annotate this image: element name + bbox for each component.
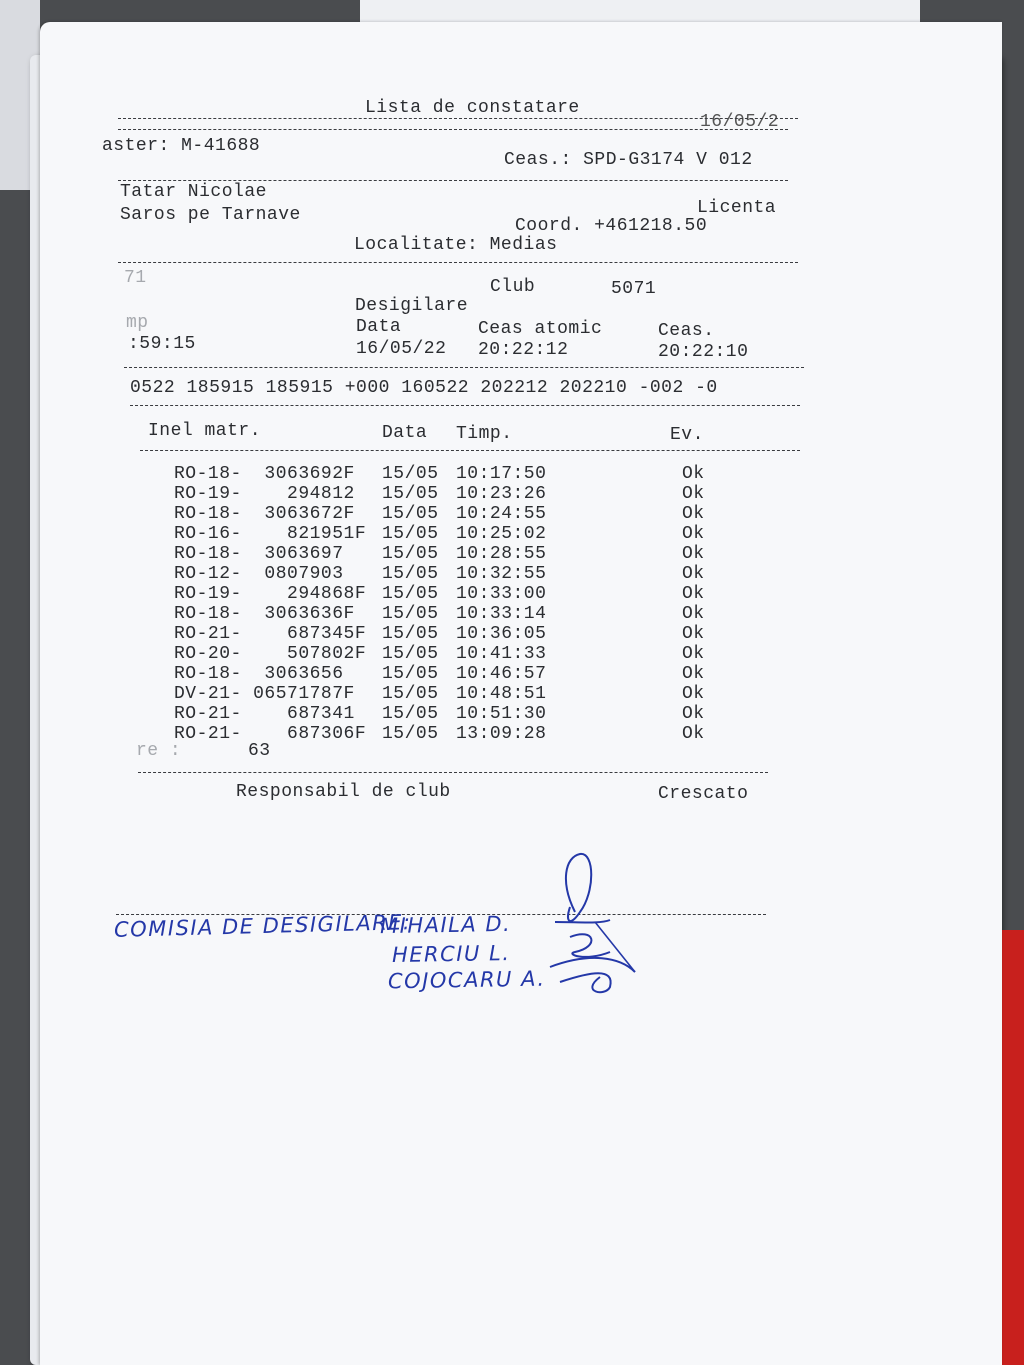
row-time: 10:51:30	[456, 704, 547, 724]
row-time: 10:24:55	[456, 504, 547, 524]
handwritten-member-1: MIHAILA D.	[379, 911, 512, 939]
handwritten-member-3: COJOCARU A.	[387, 966, 546, 994]
row-date: 15/05	[382, 524, 439, 544]
owner-name: Tatar Nicolae	[120, 182, 267, 202]
row-event: Ok	[682, 664, 705, 684]
row-event: Ok	[682, 484, 705, 504]
breeder-label: Crescato	[658, 784, 749, 804]
row-date: 15/05	[382, 684, 439, 704]
ring-number: RO-21- 687341	[174, 704, 355, 724]
row-event: Ok	[682, 624, 705, 644]
club-label: Club	[490, 277, 536, 297]
master-line: aster: M-41688	[102, 136, 261, 156]
row-date: 15/05	[382, 564, 439, 584]
left-time: :59:15	[128, 334, 196, 354]
report-date: 16/05/2	[700, 112, 780, 132]
row-time: 10:33:00	[456, 584, 547, 604]
row-event: Ok	[682, 524, 705, 544]
row-date: 15/05	[382, 464, 439, 484]
row-date: 15/05	[382, 504, 439, 524]
row-event: Ok	[682, 564, 705, 584]
divider	[130, 405, 800, 406]
atomic-time: 20:22:12	[478, 340, 569, 360]
row-event: Ok	[682, 644, 705, 664]
row-date: 15/05	[382, 544, 439, 564]
ring-number: RO-18- 3063672F	[174, 504, 355, 524]
clock-time: 20:22:10	[658, 342, 749, 362]
divider	[124, 367, 804, 368]
row-time: 10:46:57	[456, 664, 547, 684]
row-time: 10:23:26	[456, 484, 547, 504]
row-date: 15/05	[382, 604, 439, 624]
divider	[118, 129, 788, 130]
divider	[118, 180, 788, 181]
row-date: 15/05	[382, 644, 439, 664]
desigilare-date: 16/05/22	[356, 339, 447, 359]
ring-number: RO-18- 3063697	[174, 544, 344, 564]
divider	[118, 118, 798, 119]
row-time: 10:33:14	[456, 604, 547, 624]
ceas-atomic-label: Ceas atomic	[478, 319, 603, 339]
locality: Localitate: Medias	[354, 235, 558, 255]
row-date: 15/05	[382, 704, 439, 724]
ceas-label: Ceas.	[658, 321, 715, 341]
row-date: 15/05	[382, 584, 439, 604]
license-label: Licenta	[697, 198, 777, 218]
row-time: 10:17:50	[456, 464, 547, 484]
printed-report-page	[40, 22, 1002, 1365]
row-date: 15/05	[382, 724, 439, 744]
clock-line: Ceas.: SPD-G3174 V 012	[504, 150, 753, 170]
ink-signature	[540, 852, 690, 1032]
column-time: Timp.	[456, 424, 513, 444]
column-date: Data	[382, 423, 428, 443]
club-responsible-label: Responsabil de club	[236, 782, 451, 802]
ring-number: RO-19- 294812	[174, 484, 355, 504]
row-time: 13:09:28	[456, 724, 547, 744]
data-label: Data	[356, 317, 402, 337]
total-label: re :	[136, 741, 182, 761]
divider	[118, 262, 798, 263]
coordinates: Coord. +461218.50	[515, 216, 708, 236]
ring-number: RO-19- 294868F	[174, 584, 367, 604]
ring-number: RO-12- 0807903	[174, 564, 344, 584]
row-time: 10:32:55	[456, 564, 547, 584]
ring-number: RO-18- 3063656	[174, 664, 344, 684]
row-date: 15/05	[382, 624, 439, 644]
tmp-label: mp	[126, 313, 149, 333]
code-line: 0522 185915 185915 +000 160522 202212 202210 -002 -0	[130, 378, 718, 398]
ring-number: DV-21- 06571787F	[174, 684, 355, 704]
ring-number: RO-18- 3063692F	[174, 464, 355, 484]
row-time: 10:28:55	[456, 544, 547, 564]
ring-number: RO-21- 687306F	[174, 724, 367, 744]
row-event: Ok	[682, 504, 705, 524]
column-ring: Inel matr.	[148, 421, 262, 441]
desigilare-label: Desigilare	[355, 296, 469, 316]
divider	[140, 450, 800, 451]
column-event: Ev.	[670, 425, 704, 445]
club-number: 5071	[611, 279, 657, 299]
row-event: Ok	[682, 584, 705, 604]
handwritten-commission: COMISIA DE DESIGILARE:	[113, 910, 412, 942]
row-time: 10:48:51	[456, 684, 547, 704]
row-date: 15/05	[382, 484, 439, 504]
row-date: 15/05	[382, 664, 439, 684]
row-event: Ok	[682, 684, 705, 704]
report-title: Lista de constatare	[365, 98, 580, 118]
left-code: 71	[124, 268, 147, 288]
ring-number: RO-21- 687345F	[174, 624, 367, 644]
row-time: 10:41:33	[456, 644, 547, 664]
red-folder-edge	[1002, 930, 1024, 1365]
row-event: Ok	[682, 544, 705, 564]
ring-number: RO-20- 507802F	[174, 644, 367, 664]
row-time: 10:36:05	[456, 624, 547, 644]
row-time: 10:25:02	[456, 524, 547, 544]
handwritten-member-2: HERCIU L.	[391, 940, 511, 968]
ring-number: RO-16- 821951F	[174, 524, 367, 544]
total-value: 63	[248, 741, 271, 761]
row-event: Ok	[682, 604, 705, 624]
row-event: Ok	[682, 704, 705, 724]
owner-place: Saros pe Tarnave	[120, 205, 301, 225]
divider	[138, 772, 768, 773]
row-event: Ok	[682, 464, 705, 484]
ring-number: RO-18- 3063636F	[174, 604, 355, 624]
row-event: Ok	[682, 724, 705, 744]
